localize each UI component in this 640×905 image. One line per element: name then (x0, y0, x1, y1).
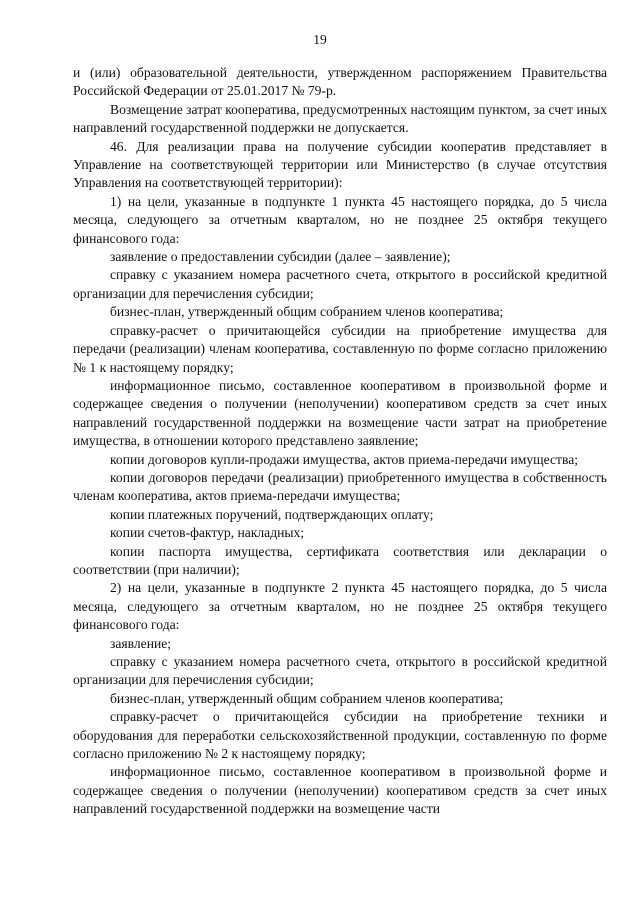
list-item: справку-расчет о причитающейся субсидии на приобретение техники и оборудования для переработки сельскохозяйственной продукции, составленную по форме согласно приложению № 2 к настоящему порядку; (73, 709, 607, 762)
subitem-1: 1) на цели, указанные в подпункте 1 пункта 45 настоящего порядка, до 5 числа месяца, следующего за отчетным кварталом, но не позднее 25 октября текущего финансового года: (73, 193, 607, 246)
document-body (73, 64, 607, 819)
list-item: заявление о предоставлении субсидии (далее – заявление); (110, 249, 451, 265)
subitem-2: 2) на цели, указанные в подпункте 2 пункта 45 настоящего порядка, до 5 числа месяца, следующего за отчетным кварталом, но не позднее 25 октября текущего финансового года: (73, 580, 607, 633)
list-item: заявление; (110, 635, 172, 651)
list-item: бизнес-план, утвержденный общим собранием членов кооператива; (110, 304, 504, 320)
list-item: справку с указанием номера расчетного счета, открытого в российской кредитной организации для перечисления субсидии; (73, 654, 607, 688)
paragraph-continuation: и (или) образовательной деятельности, утвержденном распоряжением Правительства Российской Федерации от 25.01.2017 № 79-р. (73, 65, 607, 99)
page-number: 19 (313, 32, 327, 47)
list-item: информационное письмо, составленное кооперативом в произвольной форме и содержащее сведения о получении (неполучении) кооперативом средств за счет иных направлений государственной поддержки на возмещение части затрат на приобретение имущества, в отношении которого представлено заявление; (73, 377, 607, 449)
paragraph: Возмещение затрат кооператива, предусмотренных настоящим пунктом, за счет иных направлений государственной поддержки не допускается. (73, 101, 607, 136)
list-item: копии договоров передачи (реализации) приобретенного имущества в собственность членам кооператива, актов приема-передачи имущества; (73, 469, 607, 504)
list-item: справку-расчет о причитающейся субсидии на приобретение имущества для передачи (реализации) членам кооператива, составленную по форме согласно приложению № 1 к настоящему порядку; (73, 322, 607, 375)
list-item: копии счетов-фактур, накладных; (110, 525, 305, 541)
list-item: информационное письмо, составленное кооперативом в произвольной форме и содержащее сведения о получении (неполучении) кооперативом средств за счет иных направлений государственной поддержки на возмещение части (73, 764, 607, 817)
list-item: бизнес-план, утвержденный общим собранием членов кооператива; (110, 690, 504, 706)
list-item: справку с указанием номера расчетного счета, открытого в российской кредитной организации для перечисления субсидии; (73, 267, 607, 301)
list-item: копии платежных поручений, подтверждающих оплату; (110, 506, 434, 522)
list-item: копии паспорта имущества, сертификата соответствия или декларации о соответствии (при наличии); (73, 543, 607, 577)
paragraph-item-46: 46. Для реализации права на получение субсидии кооператив представляет в Управление на соответствующей территории или Министерство (в случае отсутствия Управления на соответствующей территории): (73, 138, 607, 191)
list-item: копии договоров купли-продажи имущества, актов приема-передачи имущества; (110, 451, 579, 467)
